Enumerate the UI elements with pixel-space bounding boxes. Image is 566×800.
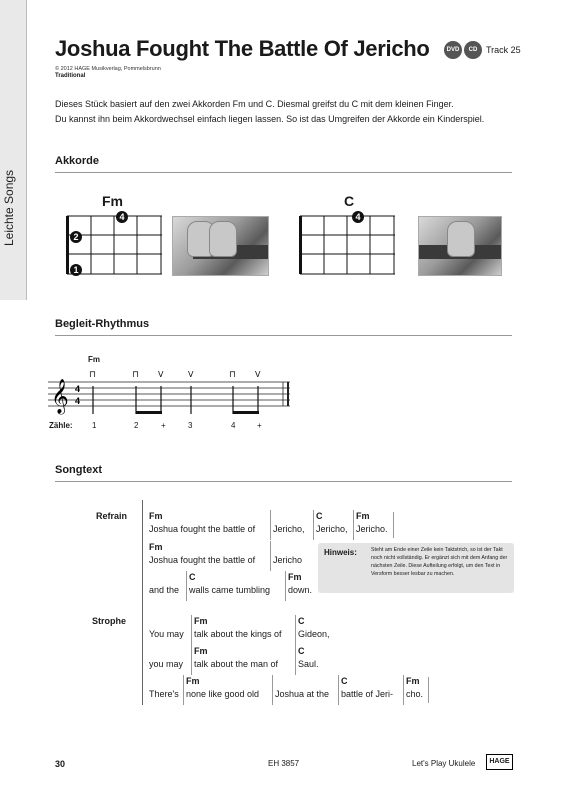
chord-label <box>273 541 302 554</box>
upstroke-icon: V <box>255 370 261 379</box>
publisher-logo: HAGE <box>486 754 513 770</box>
count-mark: 3 <box>188 421 193 430</box>
page-title: Joshua Fought The Battle Of Jericho <box>55 36 430 61</box>
count-mark: 4 <box>231 421 236 430</box>
lyric-text: Joshua fought the battle of <box>149 524 256 534</box>
bar-line <box>393 512 394 538</box>
media-badges <box>444 41 482 59</box>
upstroke-icon: V <box>188 370 194 379</box>
finger-marker: 4 <box>355 212 361 222</box>
chord-name-fm: Fm <box>102 193 123 209</box>
lyric-segment <box>353 510 388 540</box>
lyric-segment <box>272 675 329 705</box>
composer: Traditional <box>55 73 86 79</box>
intro-line-1: Dieses Stück basiert auf den zwei Akkorden Fm und C. Diesmal greifst du C mit dem kleinen Finger. <box>55 99 454 109</box>
rhythm-staff <box>48 366 293 422</box>
refrain-label: Refrain <box>96 511 128 521</box>
side-tab <box>0 0 26 300</box>
lyrics-divider <box>142 500 143 705</box>
count-mark: 2 <box>134 421 139 430</box>
hint-title: Hinweis: <box>324 548 357 557</box>
time-signature-top: 4 <box>75 384 81 394</box>
lyric-text: Jericho, <box>273 524 305 534</box>
bar-line <box>428 677 429 703</box>
lyric-segment <box>149 615 184 645</box>
lyric-text: talk about the kings of <box>194 629 282 639</box>
lyric-text: Joshua at the <box>275 689 330 699</box>
chord-photo-fm <box>172 216 269 276</box>
track-number: Track 25 <box>486 45 521 55</box>
chord-label <box>149 645 183 658</box>
lyric-text: Jericho, <box>316 524 348 534</box>
rhythm-chord: Fm <box>88 355 100 364</box>
downstroke-icon: ⊓ <box>229 370 237 380</box>
hand-shape <box>447 221 475 257</box>
finger-marker: 4 <box>119 212 125 222</box>
chord-label: Fm <box>288 572 302 582</box>
count-mark: + <box>161 421 166 430</box>
lyric-segment <box>149 510 255 540</box>
intro-line-2: Du kannst ihn beim Akkordwechsel einfach liegen lassen. So ist das Umgreifen der Akkorde ein Kinderspiel. <box>55 114 485 124</box>
lyric-segment <box>270 541 302 571</box>
time-signature-bottom: 4 <box>75 396 81 406</box>
lyric-text: Saul. <box>298 659 319 669</box>
cd-icon: CD <box>464 41 482 59</box>
chord-label: Fm <box>149 542 163 552</box>
lyric-segment <box>149 541 255 571</box>
chord-label: Fm <box>194 616 208 626</box>
chord-label: C <box>298 646 305 656</box>
lyric-segment <box>313 510 348 540</box>
intro-text <box>55 97 525 127</box>
lyric-text: none like good old <box>186 689 260 699</box>
lyric-text: Joshua fought the battle of <box>149 555 256 565</box>
chord-photo-c <box>418 216 502 276</box>
section-lyrics: Songtext <box>55 464 103 476</box>
chord-label: Fm <box>406 676 420 686</box>
lyric-text: Jericho. <box>356 524 388 534</box>
dvd-icon: DVD <box>444 41 462 59</box>
lyric-segment <box>191 615 282 645</box>
hint-text: Steht am Ende einer Zeile kein Taktstrich, so ist der Takt noch nicht vollständig. Er ergänzt sich mit dem Anfang der nächsten Zeile. Diese Aufteilung erfolgt, um den Text in Versform besser lesbar zu machen. <box>371 547 508 577</box>
chord-label <box>275 675 329 688</box>
copyright: © 2012 HAGE Musikverlag, Pommelsbrunn <box>55 66 161 72</box>
lyric-text: you may <box>149 659 184 669</box>
verse-label: Strophe <box>92 616 127 626</box>
lyric-text: down. <box>288 585 313 595</box>
lyric-text: talk about the man of <box>194 659 279 669</box>
chord-label: C <box>298 616 305 626</box>
chord-label: Fm <box>194 646 208 656</box>
section-rule <box>55 481 512 482</box>
section-rule <box>55 335 512 336</box>
hint-box <box>318 543 514 593</box>
chord-label: C <box>189 572 196 582</box>
lyric-segment <box>183 675 259 705</box>
side-tab-divider <box>26 0 27 300</box>
lyric-text: cho. <box>406 689 424 699</box>
lyric-segment <box>270 510 305 540</box>
lyric-segment <box>295 615 330 645</box>
lyric-segment <box>186 571 270 601</box>
lyric-text: There's <box>149 689 179 699</box>
lyric-segment <box>285 571 312 601</box>
lyric-text: Jericho <box>273 555 303 565</box>
treble-clef-icon: 𝄞 <box>51 379 69 414</box>
lyric-text: and the <box>149 585 180 595</box>
chord-name-c: C <box>344 193 355 209</box>
lyric-segment <box>149 675 179 705</box>
upstroke-icon: V <box>158 370 164 379</box>
count-mark: 1 <box>92 421 97 430</box>
lyric-segment <box>149 645 183 675</box>
downstroke-icon: ⊓ <box>89 370 97 380</box>
edition-code: EH 3857 <box>268 759 300 768</box>
chord-label <box>149 615 184 628</box>
lyric-segment <box>338 675 393 705</box>
lyric-segment <box>295 645 319 675</box>
finger-marker: 1 <box>73 265 79 275</box>
chord-label: Fm <box>356 511 370 521</box>
downstroke-icon: ⊓ <box>132 370 140 380</box>
count-label: Zähle: <box>49 421 73 430</box>
chord-label <box>273 510 305 523</box>
chord-diagram-fm <box>62 210 168 280</box>
chord-label: C <box>316 511 323 521</box>
count-mark: + <box>257 421 262 430</box>
lyric-text: battle of Jeri- <box>341 689 394 699</box>
section-rule <box>55 172 512 173</box>
chord-label: Fm <box>149 511 163 521</box>
lyric-text: You may <box>149 629 184 639</box>
chord-label: Fm <box>186 676 200 686</box>
lyric-segment <box>191 645 278 675</box>
side-tab-label <box>2 222 16 246</box>
lyric-segment <box>403 675 423 705</box>
lyric-text: walls came tumbling <box>189 585 271 595</box>
page-number: 30 <box>55 759 66 769</box>
lyric-text: Gideon, <box>298 629 330 639</box>
section-chords: Akkorde <box>55 155 100 167</box>
hand-shape <box>209 221 237 257</box>
chord-label <box>149 675 179 688</box>
book-title: Let's Play Ukulele <box>412 759 476 768</box>
section-rhythm: Begleit-Rhythmus <box>55 318 150 330</box>
chord-diagram-c <box>295 210 401 280</box>
finger-marker: 2 <box>73 232 79 242</box>
chord-label <box>149 571 179 584</box>
chord-label: C <box>341 676 348 686</box>
lyric-segment <box>149 571 179 601</box>
